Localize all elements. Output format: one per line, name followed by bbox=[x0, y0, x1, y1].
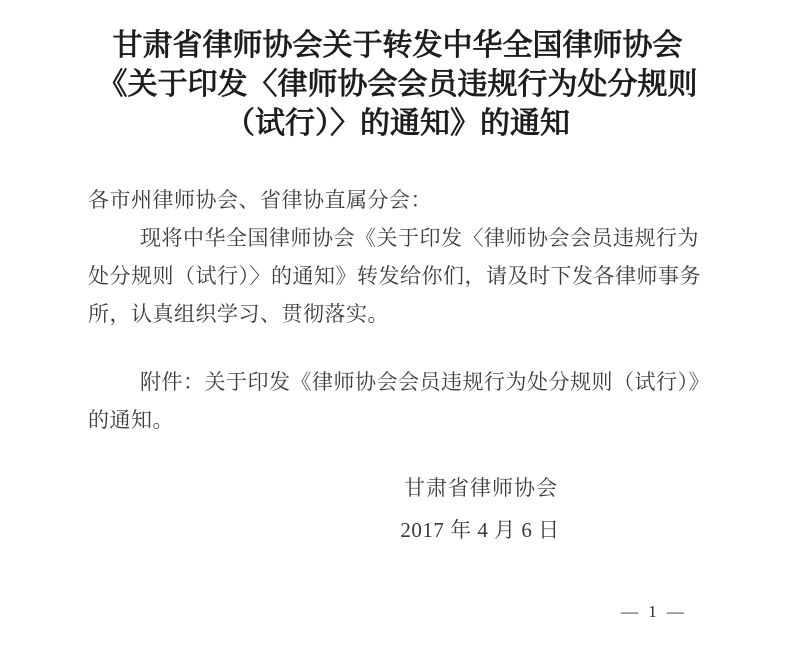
signature-organization: 甘肃省律师协会 bbox=[404, 476, 558, 500]
title-line-2: 《关于印发〈律师协会会员违规行为处分规则 bbox=[97, 68, 698, 101]
main-paragraph bbox=[88, 219, 705, 333]
paragraph-line: 处分规则（试行）〉的通知》转发给你们，请及时下发各律师事务 bbox=[88, 264, 701, 288]
document-title bbox=[0, 0, 795, 143]
signature-date: 2017 年 4 月 6 日 bbox=[400, 518, 560, 542]
title-line-3: （试行）〉的通知》的通知 bbox=[225, 107, 570, 140]
page-number: — 1 — bbox=[621, 602, 687, 621]
paragraph-line: 所，认真组织学习、贯彻落实。 bbox=[88, 302, 389, 326]
document-body bbox=[88, 181, 710, 439]
title-line-1: 甘肃省律师协会关于转发中华全国律师协会 bbox=[112, 29, 683, 62]
paragraph-line: 现将中华全国律师协会《关于印发〈律师协会会员违规行为 bbox=[140, 226, 699, 250]
salutation-line: 各市州律师协会、省律协直属分会： bbox=[88, 188, 432, 212]
attachment-line: 附件：关于印发《律师协会会员违规行为处分规则（试行）》 bbox=[140, 370, 710, 394]
attachment-paragraph bbox=[88, 363, 710, 439]
attachment-line: 的通知。 bbox=[88, 408, 174, 432]
